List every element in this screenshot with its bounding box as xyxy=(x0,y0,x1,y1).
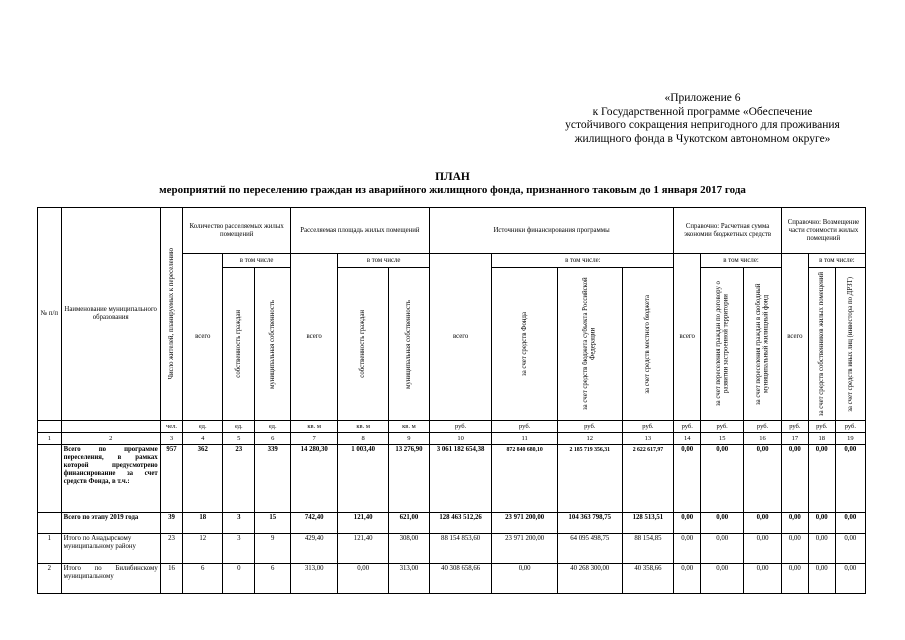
header-funding-total: всего xyxy=(429,254,491,421)
unit-cell: руб. xyxy=(781,421,808,433)
header-rooms-including: в том числе xyxy=(223,254,291,268)
col-number: 16 xyxy=(744,433,782,445)
row-name: Всего по этапу 2019 года xyxy=(61,513,160,534)
row-name: Итого по Анадырскому муниципальному району xyxy=(61,534,160,564)
unit-cell: руб. xyxy=(492,421,558,433)
appendix-line-4: жилищного фонда в Чукотском автономном округе» xyxy=(574,132,831,145)
column-numbers-row xyxy=(38,433,866,445)
unit-cell: кв. м xyxy=(338,421,389,433)
unit-cell: ед. xyxy=(183,421,223,433)
col-number: 12 xyxy=(557,433,622,445)
unit-cell: ед. xyxy=(223,421,255,433)
units-row xyxy=(38,421,866,433)
col-number: 2 xyxy=(61,433,160,445)
table-row: Всего по этапу 2019 года 39 18 3 15 742,40 121,40 621,00 128 463 512,26 23 971 200,00 104 363 798,75 128 513,51 0,00 0,00 0,00 0,00 0,00 0,00 xyxy=(38,513,866,534)
row-num: 1 xyxy=(38,534,62,564)
header-reference-economy: Справочно: Расчетная сумма экономии бюджетных средств xyxy=(674,208,782,254)
unit-cell: ед. xyxy=(255,421,291,433)
row-name: Всего по программе переселения, в рамках которой предусмотрено финансирование за счет средств Фонда, в т.ч.: xyxy=(61,445,160,513)
header-comp-owners: за счет средств собственников жилых помещений xyxy=(808,268,835,421)
header-area: Расселяемая площадь жилых помещений xyxy=(291,208,430,254)
col-number: 6 xyxy=(255,433,291,445)
header-comp-including: в том числе: xyxy=(808,254,865,268)
header-reference-compensation: Справочно: Возмещение части стоимости жилых помещений xyxy=(781,208,865,254)
row-name: Итого по Билибинскому муниципальному xyxy=(61,564,160,594)
header-num: № п/п xyxy=(38,208,62,421)
header-econ-development: за счет переселения граждан по договору о развитии застроенной территории xyxy=(701,268,744,421)
col-number: 17 xyxy=(781,433,808,445)
header-funding: Источники финансирования программы xyxy=(429,208,673,254)
unit-cell: руб. xyxy=(429,421,491,433)
row-num xyxy=(38,445,62,513)
plan-subtitle: мероприятий по переселению граждан из аварийного жилищного фонда, признанного таковым до 1 января 2017 года xyxy=(159,184,746,196)
header-area-municipal: муниципальная собственность xyxy=(388,268,429,421)
header-rooms-municipal: муниципальная собственность xyxy=(255,268,291,421)
col-number: 4 xyxy=(183,433,223,445)
unit-cell: руб. xyxy=(808,421,835,433)
header-econ-including: в том числе: xyxy=(701,254,782,268)
col-number: 7 xyxy=(291,433,338,445)
header-econ-free-fund: за счет переселения граждан в свободный муниципальный жилищный фонд xyxy=(744,268,782,421)
col-number: 9 xyxy=(388,433,429,445)
col-number: 11 xyxy=(492,433,558,445)
header-comp-other: за счет средств иных лиц (инвестора по ДРЗТ) xyxy=(835,268,865,421)
header-municipality: Наименование муниципального образования xyxy=(61,208,160,421)
header-funding-including: в том числе: xyxy=(492,254,674,268)
header-rooms-citizens: собственность граждан xyxy=(223,268,255,421)
unit-cell: кв. м xyxy=(291,421,338,433)
header-area-citizens: собственность граждан xyxy=(338,268,389,421)
unit-cell: руб. xyxy=(835,421,865,433)
header-comp-total: всего xyxy=(781,254,808,421)
col-number: 14 xyxy=(674,433,701,445)
col-number: 1 xyxy=(38,433,62,445)
plan-title: ПЛАН xyxy=(435,171,470,183)
header-residents: Число жителей, планируемых к переселению xyxy=(160,208,183,421)
col-number: 13 xyxy=(622,433,674,445)
appendix-block xyxy=(540,92,865,146)
unit-cell: чел. xyxy=(160,421,183,433)
table-row: 1 Итого по Анадырскому муниципальному району 23 12 3 9 429,40 121,40 308,00 88 154 853,60 23 971 200,00 64 095 498,75 88 154,85 0,00 0,00 0,00 0,00 0,00 0,00 xyxy=(38,534,866,564)
col-number: 8 xyxy=(338,433,389,445)
col-number: 15 xyxy=(701,433,744,445)
header-area-including: в том числе xyxy=(338,254,430,268)
appendix-line-3: устойчивого сокращения непригодного для проживания xyxy=(565,119,840,131)
table-row: 2 Итого по Билибинскому муниципальному 16 6 0 6 313,00 0,00 313,00 40 308 658,66 0,00 40 268 300,00 40 358,66 0,00 0,00 0,00 0,00 0,00 0,00 xyxy=(38,564,866,594)
unit-cell: руб. xyxy=(701,421,744,433)
row-num: 2 xyxy=(38,564,62,594)
header-subject-budget: за счет средств бюджета субъекта Российской Федерации xyxy=(557,268,622,421)
col-number: 18 xyxy=(808,433,835,445)
col-number: 3 xyxy=(160,433,183,445)
unit-cell: руб. xyxy=(622,421,674,433)
unit-cell: кв. м xyxy=(388,421,429,433)
header-local-budget: за счет средств местного бюджета xyxy=(622,268,674,421)
header-fund-budget: за счет средств Фонда xyxy=(492,268,558,421)
header-econ-total: всего xyxy=(674,254,701,421)
unit-cell: руб. xyxy=(674,421,701,433)
col-number: 19 xyxy=(835,433,865,445)
table-row: Всего по программе переселения, в рамках которой предусмотрено финансирование за счет средств Фонда, в т.ч.: 957 362 23 339 14 280,30 1 003,40 13 276,90 3 061 182 654,38 872 840 680,10 2 185 719 356,31 2 622 617,97 0,00 0,00 0,00 0,00 0,00 0,00 xyxy=(38,445,866,513)
col-number: 10 xyxy=(429,433,491,445)
unit-cell: руб. xyxy=(557,421,622,433)
header-rooms-count: Количество расселяемых жилых помещений xyxy=(183,208,291,254)
row-num xyxy=(38,513,62,534)
unit-cell: руб. xyxy=(744,421,782,433)
header-row-1 xyxy=(38,208,866,254)
resettlement-plan-table xyxy=(37,207,866,594)
col-number: 5 xyxy=(223,433,255,445)
appendix-line-2: к Государственной программе «Обеспечение xyxy=(592,105,813,118)
appendix-line-1: «Приложение 6 xyxy=(664,92,741,104)
header-area-total: всего xyxy=(291,254,338,421)
header-rooms-total: всего xyxy=(183,254,223,421)
